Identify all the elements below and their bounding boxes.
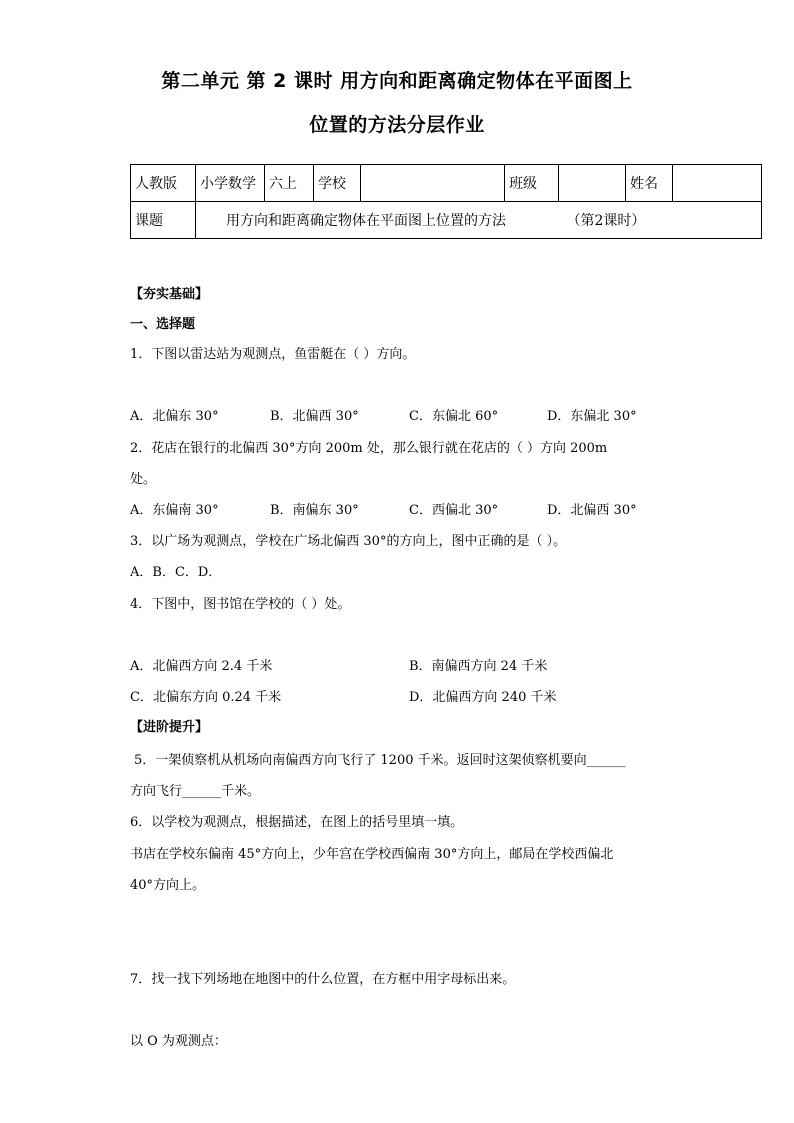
q6-desc-line-1: 书店在学校东偏南 45°方向上，少年宫在学校西偏南 30°方向上，邮局在学校西偏北 (130, 847, 614, 862)
class-value-cell[interactable] (559, 165, 626, 202)
q1-option-d[interactable]: D．东偏北 30° (547, 409, 637, 424)
q4-option-a[interactable]: A．北偏西方向 2.4 千米 (130, 659, 273, 674)
q4-text: 4．下图中，图书馆在学校的（ ）处。 (130, 597, 351, 612)
q4-option-c[interactable]: C．北偏东方向 0.24 千米 (130, 690, 282, 705)
q2-option-a[interactable]: A．东偏南 30° (130, 503, 219, 518)
section-advanced-heading: 【进阶提升】 (130, 720, 209, 735)
q7-observe-point: 以 O 为观测点： (130, 1034, 227, 1049)
topic-label-cell: 课题 (131, 202, 196, 239)
lesson-number: （第2课时） (566, 213, 646, 229)
q2-text-line-2: 处。 (130, 472, 157, 487)
q3-options[interactable]: A．B．C．D． (130, 565, 222, 580)
q3-text: 3．以广场为观测点，学校在广场北偏西 30°的方向上，图中正确的是（ ）。 (130, 534, 567, 549)
q4-option-b[interactable]: B．南偏西方向 24 千米 (409, 659, 548, 674)
q1-option-b[interactable]: B．北偏西 30° (270, 409, 359, 424)
name-label-cell: 姓名 (626, 165, 673, 202)
info-table (130, 164, 762, 239)
name-value-cell[interactable] (673, 165, 762, 202)
q6-text: 6．以学校为观测点，根据描述，在图上的括号里填一填。 (130, 815, 464, 830)
topic-value: 用方向和距离确定物体在平面图上位置的方法 (226, 213, 506, 229)
subject-cell: 小学数学 (196, 165, 265, 202)
q4-option-d[interactable]: D．北偏西方向 240 千米 (409, 690, 557, 705)
grade-cell: 六上 (265, 165, 314, 202)
part-one-heading: 一、选择题 (130, 317, 196, 332)
school-value-cell[interactable] (361, 165, 505, 202)
topic-value-cell (196, 202, 762, 239)
q1-text: 1．下图以雷达站为观测点，鱼雷艇在（ ）方向。 (130, 347, 416, 362)
q1-option-a[interactable]: A．北偏东 30° (130, 409, 219, 424)
page-title-line-2: 位置的方法分层作业 (309, 114, 485, 136)
publisher-cell: 人教版 (131, 165, 196, 202)
info-row-2 (131, 202, 762, 239)
q2-option-b[interactable]: B．南偏东 30° (270, 503, 359, 518)
section-basic-heading: 【夯实基础】 (130, 287, 209, 302)
class-label-cell: 班级 (505, 165, 559, 202)
q5-text-line-1: 5．一架侦察机从机场向南偏西方向飞行了 1200 千米。返回时这架侦察机要向______ (134, 753, 626, 768)
school-label-cell: 学校 (314, 165, 361, 202)
q2-option-d[interactable]: D．北偏西 30° (547, 503, 637, 518)
q5-text-line-2: 方向飞行______千米。 (130, 784, 261, 799)
q6-desc-line-2: 40°方向上。 (130, 878, 206, 893)
q2-text-line-1: 2．花店在银行的北偏西 30°方向 200m 处，那么银行就在花店的（ ）方向 200m (130, 441, 608, 456)
info-row-1 (131, 165, 762, 202)
q2-option-c[interactable]: C．西偏北 30° (409, 503, 499, 518)
page-title-line-1: 第二单元 第 2 课时 用方向和距离确定物体在平面图上 (161, 70, 633, 92)
q7-text: 7．找一找下列场地在地图中的什么位置，在方框中用字母标出来。 (130, 972, 516, 987)
q1-option-c[interactable]: C．东偏北 60° (409, 409, 499, 424)
